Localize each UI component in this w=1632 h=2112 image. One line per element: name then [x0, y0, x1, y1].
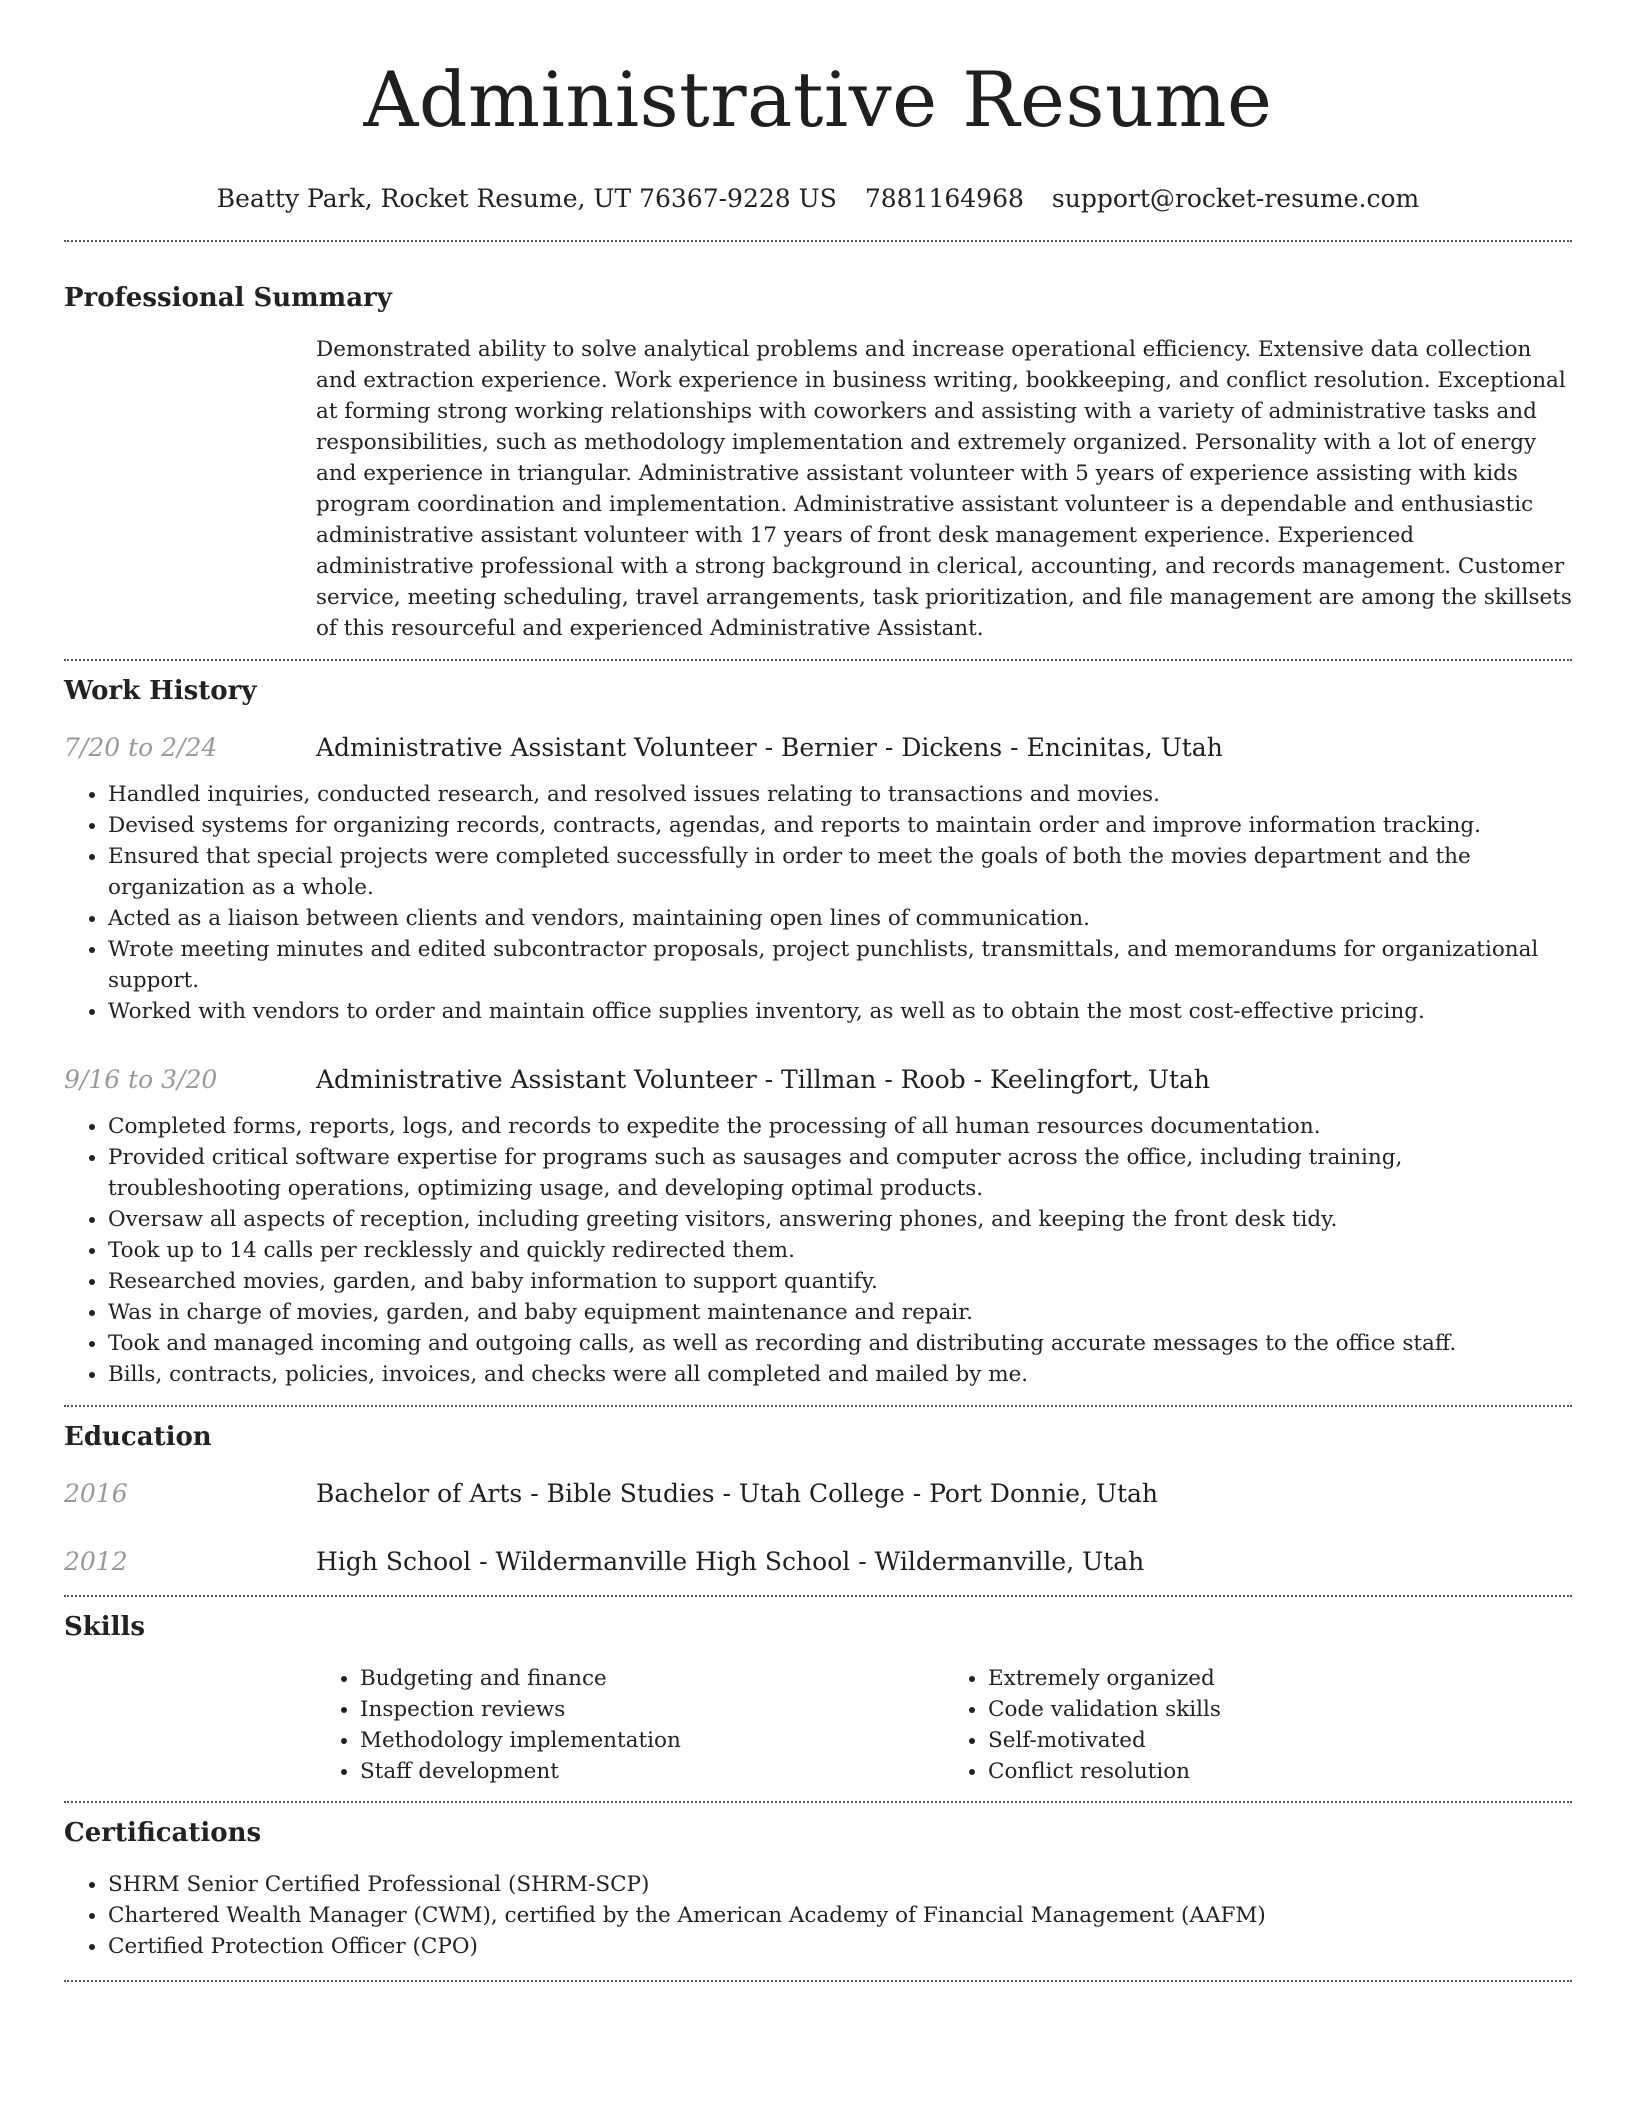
list-item: • Handled inquiries, conducted research, and resolved issues relating to transactions and movies. — [108, 779, 1572, 810]
divider — [64, 1405, 1572, 1407]
education-section — [64, 1419, 1572, 1579]
skill-item: • Conflict resolution — [988, 1756, 1572, 1787]
skills-section — [64, 1609, 1572, 1787]
job-header — [64, 1063, 1572, 1097]
education-year: 2016 — [64, 1479, 128, 1508]
job-title: Administrative Assistant Volunteer - Bernier - Dickens - Encinitas, Utah — [316, 733, 1223, 762]
list-item: • Ensured that special projects were completed successfully in order to meet the goals of both the movies department and the organization as a whole. — [108, 841, 1572, 903]
job-header — [64, 731, 1572, 765]
contact-address: Beatty Park, Rocket Resume, UT 76367-9228 US — [216, 184, 837, 213]
list-item: • Provided critical software expertise for programs such as sausages and computer across the office, including training, troubleshooting operations, optimizing usage, and developing optimal products. — [108, 1142, 1572, 1204]
skill-item: • Code validation skills — [988, 1694, 1572, 1725]
list-item: • Worked with vendors to order and maintain office supplies inventory, as well as to obtain the most cost-effective pricing. — [108, 996, 1572, 1027]
skill-item: • Methodology implementation — [360, 1725, 944, 1756]
certification-item: • Certified Protection Officer (CPO) — [108, 1931, 1572, 1962]
section-title-education: Education — [64, 1422, 212, 1452]
education-item — [64, 1545, 1572, 1579]
divider — [64, 659, 1572, 661]
education-degree: High School - Wildermanville High School - Wildermanville, Utah — [316, 1547, 1145, 1576]
resume-page — [64, 0, 1572, 1982]
skills-list-left — [316, 1663, 944, 1787]
list-item: • Oversaw all aspects of reception, including greeting visitors, answering phones, and keeping the front desk tidy. — [108, 1204, 1572, 1235]
list-item: • Devised systems for organizing records, contracts, agendas, and reports to maintain order and improve information tracking. — [108, 810, 1572, 841]
skill-item: • Extremely organized — [988, 1663, 1572, 1694]
contact-phone: 7881164968 — [864, 184, 1024, 213]
list-item: • Bills, contracts, policies, invoices, and checks were all completed and mailed by me. — [108, 1359, 1572, 1390]
divider — [64, 1801, 1572, 1803]
resume-title: Administrative Resume — [363, 55, 1273, 144]
list-item: • Took and managed incoming and outgoing calls, as well as recording and distributing accurate messages to the office staff. — [108, 1328, 1572, 1359]
section-title-skills: Skills — [64, 1612, 146, 1642]
job-bullets — [64, 1111, 1572, 1390]
contact-line — [64, 182, 1572, 216]
certification-item: • Chartered Wealth Manager (CWM), certified by the American Academy of Financial Management (AAFM) — [108, 1900, 1572, 1931]
divider — [64, 1980, 1572, 1982]
job-dates: 9/16 to 3/20 — [64, 1065, 218, 1094]
job-dates: 7/20 to 2/24 — [64, 733, 218, 762]
skill-item: • Inspection reviews — [360, 1694, 944, 1725]
certifications-section — [64, 1815, 1572, 1962]
education-year: 2012 — [64, 1547, 128, 1576]
job-entry — [64, 1063, 1572, 1390]
section-title-work: Work History — [64, 676, 257, 706]
summary-text: Demonstrated ability to solve analytical problems and increase operational efficiency. Extensive data collection and extraction experience. Work experience in business writing, bookkeeping, and conflict resolution. Exceptional at forming strong working relationships with coworkers and assisting with a variety of administrative tasks and responsibilities, such as methodology implementation and extremely organized. Personality with a lot of energy and experience in triangular. Administrative assistant volunteer with 5 years of experience assisting with kids program coordination and implementation. Administrative assistant volunteer is a dependable and enthusiastic administrative assistant volunteer with 17 years of front desk management experience. Experienced administrative professional with a strong background in clerical, accounting, and records management. Customer service, meeting scheduling, travel arrangements, task prioritization, and file management are among the skillsets of this resourceful and experienced Administrative Assistant. — [316, 337, 1572, 641]
section-title-summary: Professional Summary — [64, 283, 392, 313]
list-item: • Completed forms, reports, logs, and records to expedite the processing of all human resources documentation. — [108, 1111, 1572, 1142]
skills-list-right — [944, 1663, 1572, 1787]
job-entry — [64, 731, 1572, 1027]
skill-item: • Staff development — [360, 1756, 944, 1787]
education-degree: Bachelor of Arts - Bible Studies - Utah College - Port Donnie, Utah — [316, 1479, 1159, 1508]
job-bullets — [64, 779, 1572, 1027]
list-item: • Acted as a liaison between clients and vendors, maintaining open lines of communication. — [108, 903, 1572, 934]
section-title-certifications: Certifications — [64, 1818, 262, 1848]
work-section — [64, 673, 1572, 1390]
divider — [64, 240, 1572, 242]
summary-section — [64, 280, 1572, 644]
list-item: • Took up to 14 calls per recklessly and quickly redirected them. — [108, 1235, 1572, 1266]
education-item — [64, 1477, 1572, 1511]
divider — [64, 1595, 1572, 1597]
contact-email[interactable]: support@rocket-resume.com — [1051, 184, 1420, 213]
skill-item: • Budgeting and finance — [360, 1663, 944, 1694]
skills-columns — [316, 1663, 1572, 1787]
job-title: Administrative Assistant Volunteer - Tillman - Roob - Keelingfort, Utah — [316, 1065, 1211, 1094]
list-item: • Was in charge of movies, garden, and baby equipment maintenance and repair. — [108, 1297, 1572, 1328]
list-item: • Wrote meeting minutes and edited subcontractor proposals, project punchlists, transmittals, and memorandums for organizational support. — [108, 934, 1572, 996]
certification-item: • SHRM Senior Certified Professional (SHRM-SCP) — [108, 1869, 1572, 1900]
skill-item: • Self-motivated — [988, 1725, 1572, 1756]
list-item: • Researched movies, garden, and baby information to support quantify. — [108, 1266, 1572, 1297]
certifications-list — [64, 1869, 1572, 1962]
